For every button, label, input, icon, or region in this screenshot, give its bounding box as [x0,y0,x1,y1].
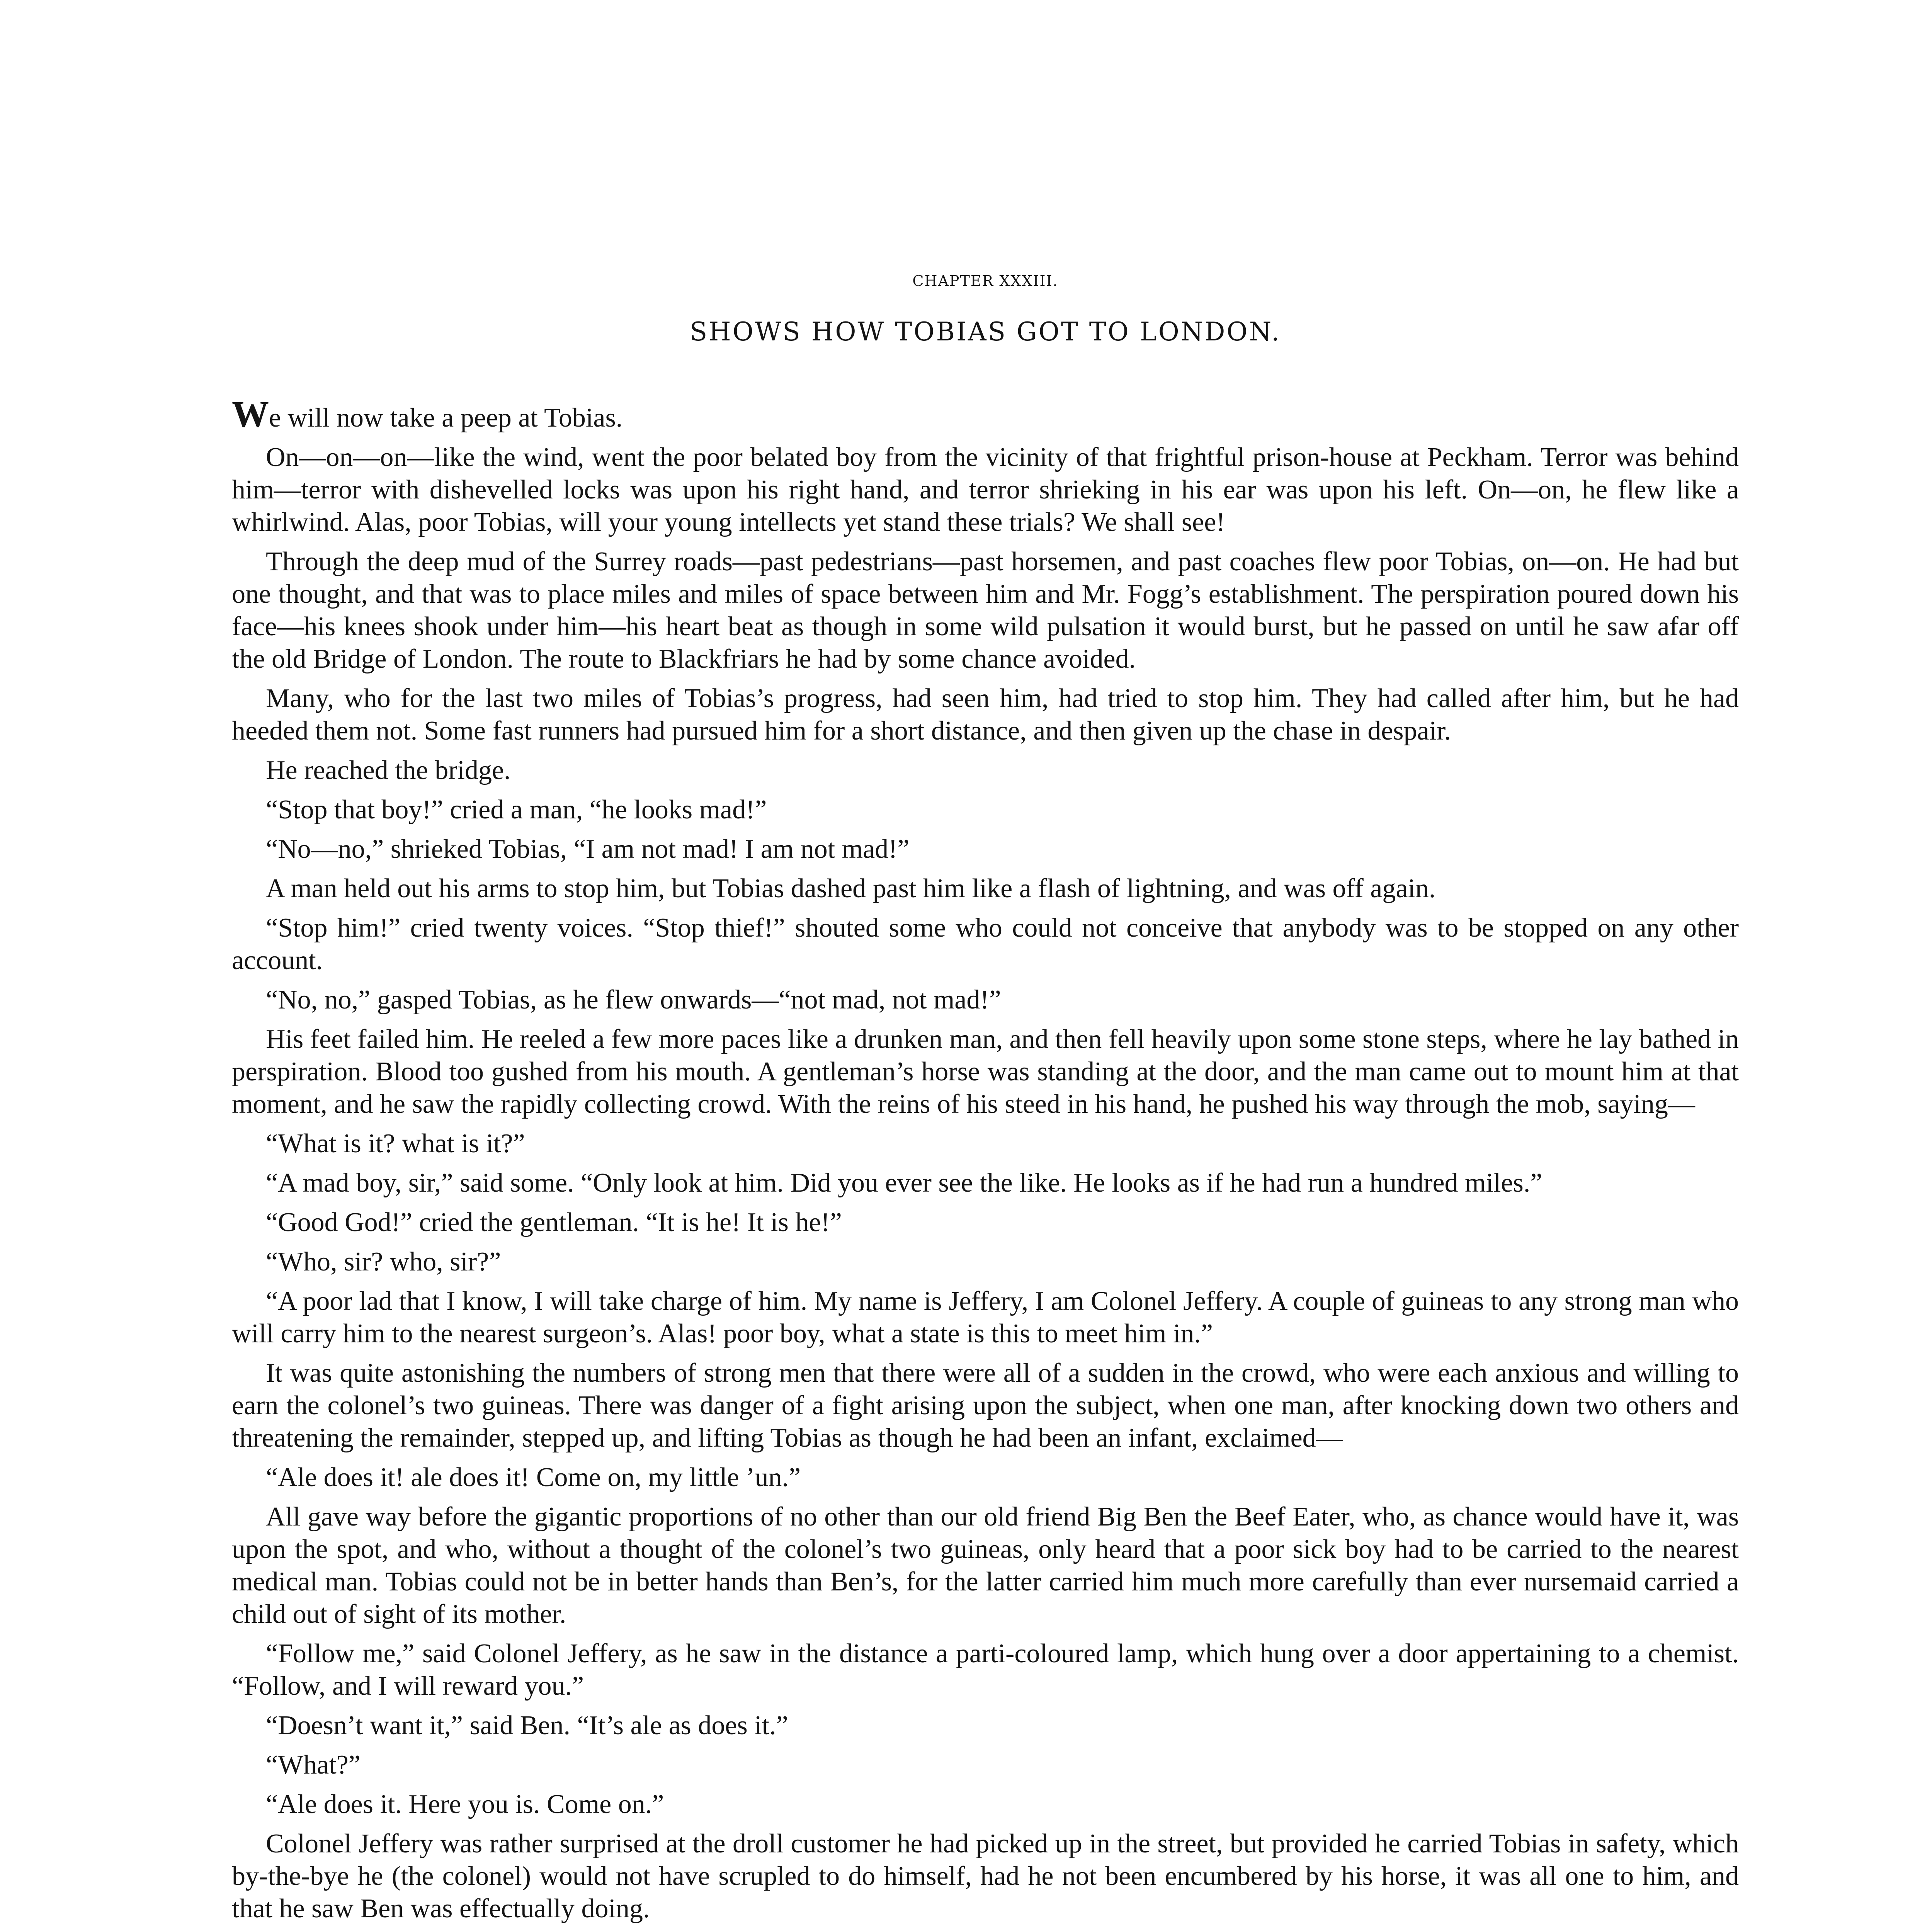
paragraph: It was quite astonishing the numbers of strong men that there were all of a sudden in the crowd, who were each anxious and willing to earn the colonel’s two guineas. There was danger of a fight arising upon the subject, when one man, after knocking down two others and threatening the remainder, stepped up, and lifting Tobias as though he had been an infant, exclaimed— [232,1358,1739,1453]
paragraph: A man held out his arms to stop him, but Tobias dashed past him like a flash of lightning, and was off again. [266,874,1436,903]
paragraph: “A poor lad that I know, I will take charge of him. My name is Jeffery, I am Colonel Jeffery. A couple of guineas to any strong man who will carry him to the nearest surgeon’s. Alas! poor boy, what a state is this to meet him in.” [232,1286,1739,1349]
paragraph [232,393,1739,435]
paragraph: “What?” [266,1750,361,1780]
paragraph: “Ale does it. Here you is. Come on.” [266,1789,664,1819]
paragraph: “Ale does it! ale does it! Come on, my little ’un.” [266,1463,801,1492]
paragraph: Through the deep mud of the Surrey roads—past pedestrians—past horsemen, and past coaches flew poor Tobias, on—on. He had but one thought, and that was to place miles and miles of space between him and Mr. Fogg’s establishment. The perspiration poured down his face—his knees shook under him—his heart beat as though in some wild pulsation it would burst, but he passed on until he saw afar off the old Bridge of London. The route to Blackfriars he had by some chance avoided. [232,547,1739,674]
paragraph: “Follow me,” said Colonel Jeffery, as he saw in the distance a parti-coloured lamp, which hung over a door appertaining to a chemist. “Follow, and I will reward you.” [232,1639,1739,1701]
drop-cap: W [232,393,269,435]
paragraph: “A mad boy, sir,” said some. “Only look at him. Did you ever see the like. He looks as if he had run a hundred miles.” [266,1168,1543,1198]
chapter-title: SHOWS HOW TOBIAS GOT TO LONDON. [689,317,1281,347]
paragraph: On—on—on—like the wind, went the poor belated boy from the vicinity of that frightful prison-house at Peckham. Terror was behind him—terror with dishevelled locks was upon his right hand, and terror shrieking in his ear was upon his left. On—on, he flew like a whirlwind. Alas, poor Tobias, will your young intellects yet stand these trials? We shall see! [232,442,1739,537]
paragraph: “Doesn’t want it,” said Ben. “It’s ale as does it.” [266,1711,788,1740]
paragraph: All gave way before the gigantic proportions of no other than our old friend Big Ben the Beef Eater, who, as chance would have it, was upon the spot, and who, without a thought of the colonel’s two guineas, only heard that a poor sick boy had to be carried to the nearest medical man. Tobias could not be in better hands than Ben’s, for the latter carried him much more carefully than ever nursemaid carried a child out of sight of its mother. [232,1502,1739,1629]
paragraph: Colonel Jeffery was rather surprised at the droll customer he had picked up in the street, but provided he carried Tobias in safety, which by-the-bye he (the colonel) would not have scrupled to do himself, had he not been encumbered by his horse, it was all one to him, and that he saw Ben was effectually doing. [232,1829,1739,1923]
paragraph: “Stop that boy!” cried a man, “he looks mad!” [266,795,767,825]
paragraph: “No, no,” gasped Tobias, as he flew onwards—“not mad, not mad!” [266,985,1001,1015]
paragraph-text: e will now take a peep at Tobias. [269,403,623,433]
paragraph: “Who, sir? who, sir?” [266,1247,501,1277]
paragraph: “Stop him!” cried twenty voices. “Stop thief!” shouted some who could not conceive that anybody was to be stopped on any other account. [232,913,1739,975]
paragraph: Many, who for the last two miles of Tobias’s progress, had seen him, had tried to stop him. They had called after him, but he had heeded them not. Some fast runners had pursued him for a short distance, and then given up the chase in despair. [232,684,1739,746]
chapter-number: CHAPTER XXXIII. [912,272,1058,289]
paragraph: “What is it? what is it?” [266,1129,525,1158]
paragraph: “Good God!” cried the gentleman. “It is he! It is he!” [266,1208,842,1237]
chapter-body [232,393,1739,1932]
paragraph: “No—no,” shrieked Tobias, “I am not mad! I am not mad!” [266,834,910,864]
paragraph: He reached the bridge. [266,755,511,785]
paragraph: His feet failed him. He reeled a few more paces like a drunken man, and then fell heavily upon some stone steps, where he lay bathed in perspiration. Blood too gushed from his mouth. A gentleman’s horse was standing at the door, and the man came out to mount him at that moment, and he saw the rapidly collecting crowd. With the reins of his steed in his hand, he pushed his way through the mob, saying— [232,1024,1739,1119]
